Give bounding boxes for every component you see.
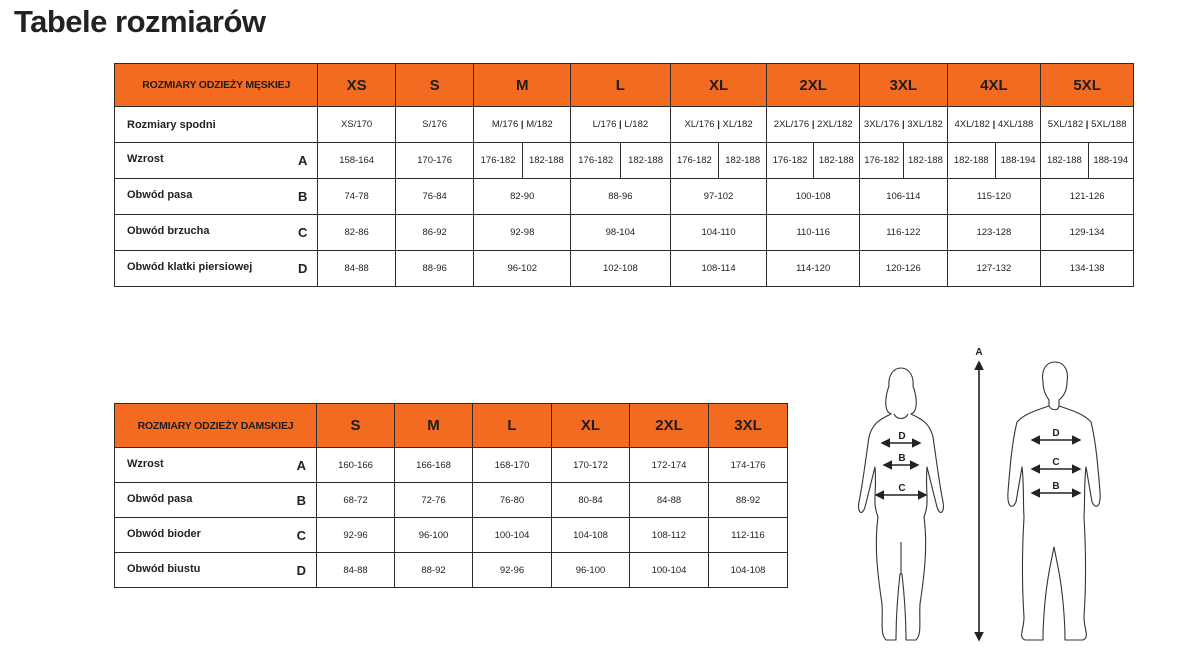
women-size-xl: XL: [552, 404, 630, 448]
cell-value: 5XL/182: [1047, 119, 1084, 130]
cell: 88-92: [709, 483, 788, 518]
women-header-label: ROZMIARY ODZIEŻY DAMSKIEJ: [115, 404, 317, 448]
cell: 182-188: [522, 143, 570, 179]
cell: 158-164: [318, 143, 396, 179]
cell: [767, 107, 860, 143]
cell: 104-110: [670, 215, 767, 251]
cell: [571, 107, 671, 143]
cell: 134-138: [1041, 251, 1134, 287]
cell: 172-174: [630, 448, 709, 483]
separator: |: [717, 119, 720, 130]
men-size-s: S: [395, 64, 474, 107]
cell: 108-112: [630, 518, 709, 553]
women-size-table: [114, 403, 788, 588]
cell: 176-182: [571, 143, 621, 179]
cell: 88-96: [395, 251, 474, 287]
men-header-label: ROZMIARY ODZIEŻY MĘSKIEJ: [115, 64, 318, 107]
cell: 84-88: [317, 553, 395, 588]
cell-value: 4XL/182: [954, 119, 990, 130]
cell: 82-86: [318, 215, 396, 251]
cell: 106-114: [860, 179, 948, 215]
cell: 121-126: [1041, 179, 1134, 215]
cell: 123-128: [947, 215, 1041, 251]
cell: 127-132: [947, 251, 1041, 287]
separator: |: [1085, 119, 1089, 130]
separator: |: [901, 119, 905, 130]
cell: 114-120: [767, 251, 860, 287]
men-size-5xl: 5XL: [1041, 64, 1134, 107]
cell: 100-104: [473, 518, 552, 553]
row-label: [115, 143, 318, 179]
measure-letter: B: [296, 492, 306, 508]
cell: 92-96: [473, 553, 552, 588]
cell: 98-104: [571, 215, 671, 251]
cell: 72-76: [395, 483, 473, 518]
men-size-table: [114, 63, 1134, 287]
measure-letter: D: [296, 562, 306, 578]
row-label: [115, 107, 318, 143]
men-size-xs: XS: [318, 64, 396, 107]
cell-value: 2XL/182: [817, 119, 853, 130]
cell: 102-108: [571, 251, 671, 287]
cell: [860, 107, 948, 143]
cell-value: 2XL/176: [773, 119, 810, 130]
page-title: Tabele rozmiarów: [14, 4, 266, 39]
cell-value: M/182: [526, 119, 553, 130]
row-label-text: Obwód bioder: [127, 527, 201, 540]
cell-value: L/182: [624, 119, 649, 130]
cell: 86-92: [395, 215, 474, 251]
cell: 168-170: [473, 448, 552, 483]
cell: 170-176: [395, 143, 474, 179]
cell: 96-100: [552, 553, 630, 588]
cell: 74-78: [318, 179, 396, 215]
cell: [947, 107, 1041, 143]
male-letter-b: B: [1052, 481, 1060, 492]
row-label: [115, 448, 317, 483]
row-label-text: Obwód brzucha: [127, 225, 210, 237]
cell: 80-84: [552, 483, 630, 518]
women-header-row: [115, 404, 788, 448]
cell-value: M/176: [491, 119, 519, 130]
cell-value: XL/182: [722, 119, 753, 130]
measure-letter: D: [297, 261, 308, 276]
body-measurement-diagram: [850, 342, 1110, 652]
cell: 96-102: [474, 251, 571, 287]
male-figure: [1008, 362, 1100, 640]
men-row-belly: [115, 215, 1134, 251]
cell: 182-188: [904, 143, 947, 179]
row-label-text: Wzrost: [127, 457, 164, 470]
men-row-trousers: [115, 107, 1134, 143]
female-letter-c: C: [898, 483, 906, 494]
women-size-s: S: [317, 404, 395, 448]
separator: |: [992, 119, 996, 130]
cell-value: 5XL/188: [1091, 119, 1127, 130]
measure-letter: B: [297, 189, 308, 204]
cell: 100-104: [630, 553, 709, 588]
cell: 182-188: [813, 143, 859, 179]
women-row-waist: [115, 483, 788, 518]
male-letter-d: D: [1052, 428, 1060, 439]
cell: 182-188: [1041, 143, 1088, 179]
cell: 100-108: [767, 179, 860, 215]
cell: 176-182: [474, 143, 522, 179]
cell-value: L/176: [592, 119, 617, 130]
men-size-2xl: 2XL: [767, 64, 860, 107]
row-label: [115, 553, 317, 588]
cell: 96-100: [395, 518, 473, 553]
cell: 176-182: [860, 143, 904, 179]
cell: 160-166: [317, 448, 395, 483]
cell: [395, 107, 474, 143]
men-header-row: [115, 64, 1134, 107]
cell: 188-194: [1088, 143, 1133, 179]
row-label: [115, 251, 318, 287]
cell: 129-134: [1041, 215, 1134, 251]
measure-letter: C: [297, 225, 308, 240]
men-row-chest: [115, 251, 1134, 287]
row-label: [115, 483, 317, 518]
cell: 84-88: [630, 483, 709, 518]
cell: 116-122: [860, 215, 948, 251]
cell: 182-188: [719, 143, 767, 179]
cell: 92-96: [317, 518, 395, 553]
men-size-xl: XL: [670, 64, 767, 107]
female-letter-b: B: [898, 453, 906, 464]
cell: 112-116: [709, 518, 788, 553]
men-size-l: L: [571, 64, 671, 107]
cell-value: 3XL/182: [907, 119, 943, 130]
row-label: [115, 179, 318, 215]
row-label-text: Obwód pasa: [127, 492, 193, 505]
cell: 182-188: [621, 143, 670, 179]
row-label: [115, 215, 318, 251]
cell: 104-108: [552, 518, 630, 553]
cell: 174-176: [709, 448, 788, 483]
women-row-hips: [115, 518, 788, 553]
cell: 68-72: [317, 483, 395, 518]
cell: 166-168: [395, 448, 473, 483]
separator: |: [520, 119, 524, 130]
cell: 84-88: [318, 251, 396, 287]
women-row-height: [115, 448, 788, 483]
cell-value: 3XL/176: [863, 119, 900, 130]
row-label: [115, 518, 317, 553]
cell: 108-114: [670, 251, 767, 287]
cell: 76-80: [473, 483, 552, 518]
cell: 182-188: [947, 143, 995, 179]
height-letter-a: A: [975, 347, 983, 358]
cell: 104-108: [709, 553, 788, 588]
cell: 176-182: [767, 143, 813, 179]
cell-value: XS/170: [341, 119, 373, 130]
men-size-4xl: 4XL: [947, 64, 1041, 107]
cell: [318, 107, 396, 143]
cell: 188-194: [995, 143, 1040, 179]
cell: 110-116: [767, 215, 860, 251]
cell: 82-90: [474, 179, 571, 215]
row-label-text: Obwód klatki piersiowej: [127, 261, 253, 273]
cell: 92-98: [474, 215, 571, 251]
cell-value: XL/176: [684, 119, 715, 130]
female-letter-d: D: [898, 431, 906, 442]
men-row-waist: [115, 179, 1134, 215]
measure-letter: A: [297, 153, 308, 168]
women-size-3xl: 3XL: [709, 404, 788, 448]
women-size-2xl: 2XL: [630, 404, 709, 448]
separator: |: [619, 119, 622, 130]
men-row-height: [115, 143, 1134, 179]
cell: 76-84: [395, 179, 474, 215]
row-label-text: Obwód biustu: [127, 562, 201, 575]
cell: 88-96: [571, 179, 671, 215]
women-size-m: M: [395, 404, 473, 448]
male-letter-c: C: [1052, 457, 1060, 468]
measure-letter: A: [296, 457, 306, 473]
cell: [474, 107, 571, 143]
cell-value: 4XL/188: [997, 119, 1034, 130]
cell: 120-126: [860, 251, 948, 287]
cell: 170-172: [552, 448, 630, 483]
cell: [1041, 107, 1134, 143]
separator: |: [811, 119, 815, 130]
men-size-3xl: 3XL: [860, 64, 948, 107]
row-label-text: Obwód pasa: [127, 189, 193, 201]
measure-letter: C: [296, 527, 306, 543]
men-size-m: M: [474, 64, 571, 107]
row-label-text: Rozmiary spodni: [127, 118, 216, 131]
cell: 88-92: [395, 553, 473, 588]
cell: 97-102: [670, 179, 767, 215]
female-figure: [859, 368, 944, 640]
cell: [670, 107, 767, 143]
women-size-l: L: [473, 404, 552, 448]
cell: 176-182: [670, 143, 718, 179]
women-row-bust: [115, 553, 788, 588]
cell-value: S/176: [422, 119, 448, 130]
row-label-text: Wzrost: [127, 153, 164, 165]
cell: 115-120: [947, 179, 1041, 215]
